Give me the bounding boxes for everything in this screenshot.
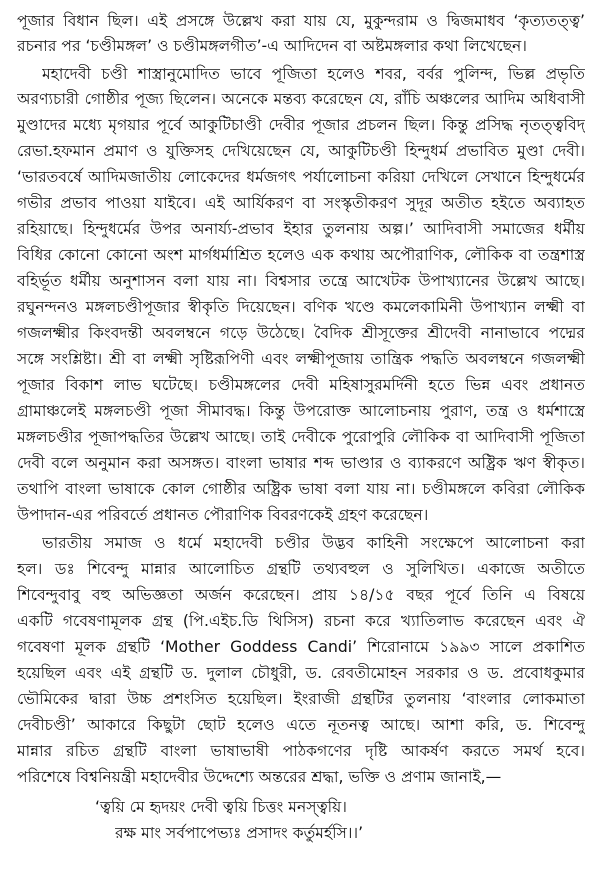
text-line: রহিয়াছে। হিন্দুধর্মের উপর অনার্য্য-প্রভাব ইহার তুলনায় অল্প।’ আদিবাসী সমাজের ধর্মীয়	[17, 220, 585, 238]
text-line: হল। ডঃ শিবেন্দু মান্নার আলোচিত গ্রন্থটি তথ্যবহুল ও সুলিখিত। একাজে অতীতে	[17, 560, 585, 578]
text-line: রঘুনন্দনও মঙ্গলচণ্ডীপূজার স্বীকৃতি দিয়েছেন। বণিক খণ্ডে কমলেকামিনী উপাখ্যান লক্ষ্মী বা	[17, 298, 585, 316]
text-line: রেভা.হফমান প্রমাণ ও যুক্তিসহ দেখিয়েছেন যে, আকুটিচণ্ডী হিন্দুধর্ম প্রভাবিত মুণ্ডা দেবী।	[17, 142, 585, 160]
text-line: দেবীচণ্ডী’ আকারে কিছুটা ছোট হলেও এতে নূতনত্ব আছে। আশা করি, ড. শিবেন্দু	[17, 716, 585, 734]
text-line: তথাপি বাংলা ভাষাকে কোল গোষ্ঠীর অষ্ট্রিক ভাষা বলা যায় না। চণ্ডীমঙ্গলে কবিরা লৌকিক	[17, 480, 585, 498]
text-line: ভারতীয় সমাজ ও ধর্মে মহাদেবী চণ্ডীর উদ্ভব কাহিনী সংক্ষেপে আলোচনা করা	[42, 534, 585, 552]
text-line: গজলক্ষ্মীর কিংবদন্তী অবলম্বনে গড়ে উঠেছে। বৈদিক শ্রীসূক্তের শ্রীদেবী নানাভাবে পদ্মের	[17, 324, 585, 342]
text-line: পরিশেষে বিশ্বনিয়ন্ত্রী মহাদেবীর উদ্দেশ্যে অন্তরের শ্রদ্ধা, ভক্তি ও প্রণাম জানাই,—	[17, 768, 502, 786]
text-line: মুণ্ডাদের মধ্যে মৃগয়ার পূর্বে আকুটিচাণ্ডী দেবীর পূজার প্রচলন ছিল। কিন্তু প্রসিদ্ধ নৃতত্ত্ববিদ্	[17, 116, 585, 134]
text-line: মান্নার রচিত গ্রন্থটি বাংলা ভাষাভাষী পাঠকগণের দৃষ্টি আকর্ষণ করতে সমর্থ হবে।	[17, 742, 585, 760]
text-line: অরণ্যচারী গোষ্ঠীর পূজ্য ছিলেন। অনেকে মন্তব্য করেছেন যে, রাঁচি অঞ্চলের আদিম অধিবাসী	[17, 90, 585, 108]
text-line: বহির্ভূত ধর্মীয় অনুশাসন বলা যায় না। বিশ্বসার তন্ত্রে আখেটক উপাখ্যানের উল্লেখ আছে।	[17, 272, 585, 290]
text-line: মহাদেবী চণ্ডী শাস্ত্রানুমোদিত ভাবে পূজিতা হলেও শবর, বর্বর পুলিন্দ, ভিল্ল প্রভৃতি	[42, 65, 585, 83]
text-line: একটি গবেষণামূলক গ্রন্থ (পি.এইচ.ডি থিসিস) রচনা করে খ্যাতিলাভ করেছেন এবং ঐ	[17, 612, 585, 630]
text-line: বিধির কোনো কোনো অংশ মার্গধর্মাশ্রিত হলেও এক কথায় অপৌরাণিক, লৌকিক বা তন্ত্রশাস্ত্র	[17, 246, 585, 264]
text-line: সঙ্গে সংশ্লিষ্টা। শ্রী বা লক্ষ্মী সৃষ্টিরূপিণী এবং লক্ষ্মীপূজায় তান্ত্রিক পদ্ধতি অবলম্বনে গজলক্ষ্মী	[17, 350, 585, 368]
text-line: ভৌমিকের দ্বারা উচ্চ প্রশংসিত হয়েছিল। ইংরাজী গ্রন্থটির তুলনায় ‘বাংলার লোকমাতা	[17, 690, 585, 708]
text-line: গ্রামাঞ্চলেই মঙ্গলচণ্ডী পূজা সীমাবদ্ধ। কিন্তু উপরোক্ত আলোচনায় পুরাণ, তন্ত্র ও ধর্মশাস্ত্রে	[17, 402, 585, 420]
text-line: রচনার পর ‘চণ্ডীমঙ্গল’ ও চণ্ডীমঙ্গলগীত’-এ আদিদেন বা অষ্টমঙ্গলার কথা লিখেছেন।	[17, 37, 527, 55]
text-line: মঙ্গলচণ্ডীর পূজাপদ্ধতির উল্লেখ আছে। তাই দেবীকে পুরোপুরি লৌকিক বা আদিবাসী পূজিতা	[17, 428, 585, 446]
text-line: ‘ভারতবর্ষে আদিমজাতীয় লোকেদের ধর্মজগৎ পর্যালোচনা করিয়া দেখিলে সেখানে হিন্দুধর্মের	[17, 168, 585, 186]
text-line: গবেষণা মূলক গ্রন্থটি ‘Mother Goddess Candi’ শিরোনামে ১৯৯৩ সালে প্রকাশিত	[17, 638, 585, 656]
verse-line: রক্ষ মাং সর্বপাপেভ্যঃ প্রসাদং কর্তুমর্হসি।।’	[115, 824, 364, 842]
text-line: পূজার বিধান ছিল। এই প্রসঙ্গে উল্লেখ করা যায় যে, মুকুন্দরাম ও দ্বিজমাধব ‘কৃত্যতত্ত্ব’	[17, 12, 585, 30]
text-line: শিবেন্দুবাবু বহু অভিজ্ঞতা অর্জন করেছেন। প্রায় ১৪/১৫ বছর পূর্বে তিনি এ বিষয়ে	[17, 586, 585, 604]
text-line: গভীর প্রভাব পাওয়া যাইবে। এই আর্যিকরণ বা সংস্কৃতীকরণ সুদূর অতীত হইতে অব্যাহত	[17, 194, 585, 212]
text-line: দেবী বলে অনুমান করা অসঙ্গত। বাংলা ভাষার শব্দ ভাণ্ডার ও ব্যাকরণে অষ্ট্রিক ঋণ স্বীকৃত।	[17, 454, 585, 472]
text-line: হয়েছিল এবং এই গ্রন্থটি ড. দুলাল চৌধুরী, ড. রেবতীমোহন সরকার ও ড. প্রবোধকুমার	[17, 664, 585, 682]
verse-line: ‘ত্বয়ি মে হৃদয়ং দেবী ত্বয়ি চিত্তং মনস্ত্বয়ি।	[95, 798, 347, 816]
text-line: পূজার বিকাশ লাভ ঘটেছে। চণ্ডীমঙ্গলের দেবী মহিষাসুরমর্দিনী হতে ভিন্ন এবং প্রধানত	[17, 376, 585, 394]
text-line: উপাদান-এর পরিবর্তে প্রধানত পৌরাণিক বিবরণকেই গ্রহণ করেছেন।	[17, 506, 429, 524]
